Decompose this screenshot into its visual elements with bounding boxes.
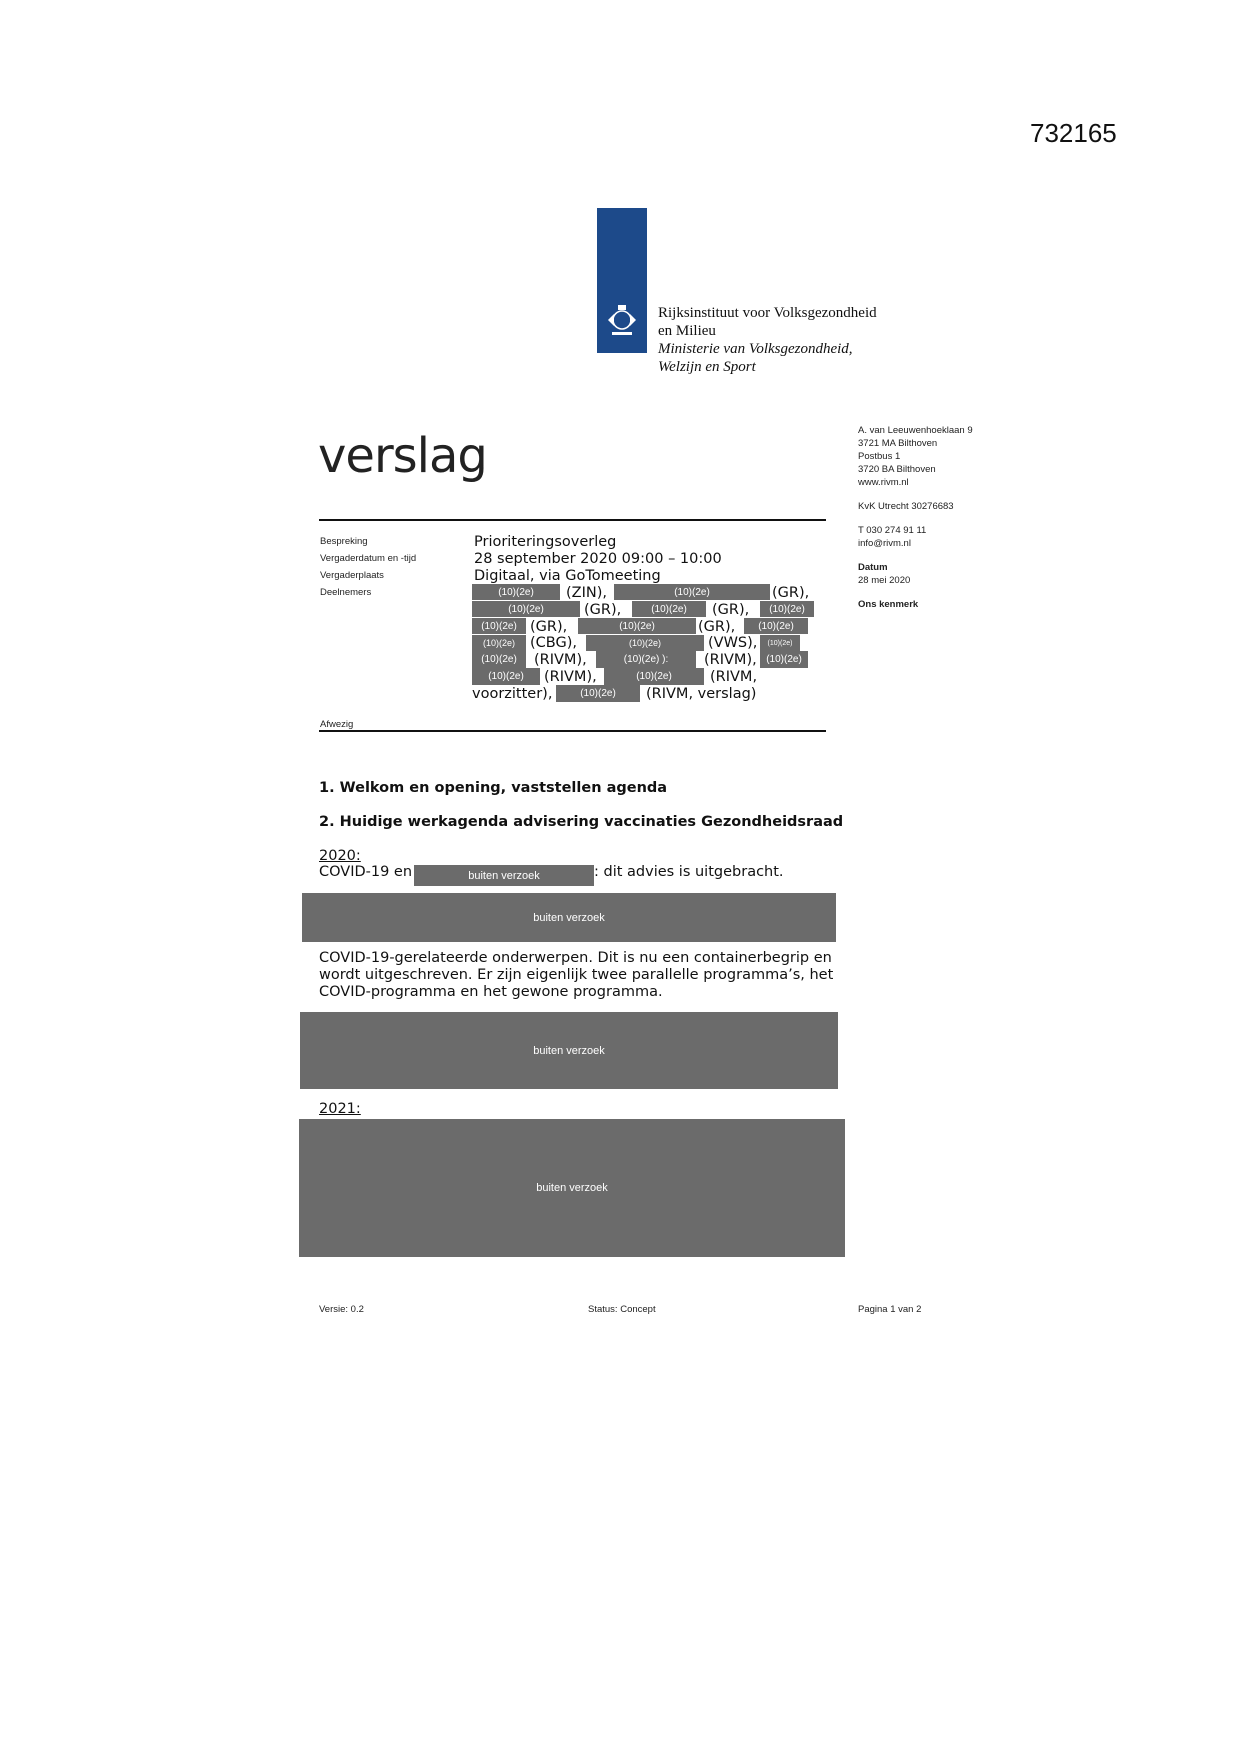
participant-org: (RIVM), — [704, 652, 757, 668]
bespreking-value: Prioriteringsoverleg — [474, 534, 617, 550]
participant-org: (RIVM, verslag) — [646, 686, 757, 702]
datum-label: Datum — [858, 562, 888, 573]
logo-line-3: Ministerie van Volksgezondheid, — [658, 341, 853, 357]
participant-org: (ZIN), — [566, 585, 607, 601]
address-kvk: KvK Utrecht 30276683 — [858, 501, 954, 512]
paragraph-line: COVID-19-gerelateerde onderwerpen. Dit is nu een containerbegrip en — [319, 950, 832, 966]
participant-org: (GR), — [698, 619, 736, 635]
participant-org: (GR), — [772, 585, 810, 601]
paragraph-line: wordt uitgeschreven. Er zijn eigenlijk twee parallelle programma’s, het — [319, 967, 834, 983]
vergaderdatum-value: 28 september 2020 09:00 – 10:00 — [474, 551, 722, 567]
top-divider — [319, 519, 826, 521]
redaction-box: (10)(2e) — [760, 651, 808, 668]
redaction-box: (10)(2e) — [614, 584, 770, 600]
paragraph-line: COVID-programma en het gewone programma. — [319, 984, 663, 1000]
participant-org: (GR), — [530, 619, 568, 635]
participant-org: (VWS), — [708, 635, 758, 651]
redaction-box: (10)(2e) — [472, 601, 580, 617]
participant-org: (CBG), — [530, 635, 577, 651]
datum-value: 28 mei 2020 — [858, 575, 911, 586]
redaction-box: (10)(2e) — [472, 635, 526, 651]
participant-org: (RIVM), — [544, 669, 597, 685]
logo-line-2: en Milieu — [658, 323, 716, 339]
vergaderplaats-label: Vergaderplaats — [320, 570, 384, 581]
redaction-block: buiten verzoek — [300, 1012, 838, 1089]
section-heading-1: 1. Welkom en opening, vaststellen agenda — [319, 780, 668, 796]
kenmerk-label: Ons kenmerk — [858, 599, 919, 610]
page-title: verslag — [318, 428, 487, 484]
address-phone: T 030 274 91 11 — [858, 525, 927, 536]
footer-pagina: Pagina 1 van 2 — [858, 1304, 922, 1315]
redaction-box: (10)(2e) — [472, 651, 526, 668]
address-street: A. van Leeuwenhoeklaan 9 — [858, 425, 973, 436]
redaction-box: (10)(2e) — [760, 601, 814, 617]
redaction-box: (10)(2e) — [472, 668, 540, 685]
redaction-box: (10)(2e) — [604, 668, 704, 685]
footer-status: Status: Concept — [588, 1304, 656, 1315]
redaction-box: (10)(2e) — [472, 584, 560, 600]
logo-line-4: Welzijn en Sport — [658, 359, 756, 375]
section-heading-2: 2. Huidige werkagenda advisering vaccinaties Gezondheidsraad — [319, 814, 844, 830]
participant-role: voorzitter), — [472, 686, 553, 702]
year-2021-heading: 2021: — [319, 1101, 361, 1117]
redaction-box: (10)(2e) — [632, 601, 706, 617]
bespreking-label: Bespreking — [320, 536, 368, 547]
vergaderdatum-label: Vergaderdatum en -tijd — [320, 553, 417, 564]
redaction-box: (10)(2e) — [744, 618, 808, 634]
logo-line-1: Rijksinstituut voor Volksgezondheid — [658, 305, 877, 321]
deelnemers-label: Deelnemers — [320, 587, 372, 598]
bottom-divider — [319, 730, 826, 732]
redaction-block: buiten verzoek — [414, 865, 594, 886]
address-city: 3721 MA Bilthoven — [858, 438, 938, 449]
address-email: info@rivm.nl — [858, 538, 911, 549]
document-number: 732165 — [1030, 118, 1117, 148]
redaction-box: (10)(2e) — [472, 618, 526, 634]
afwezig-label: Afwezig — [320, 719, 354, 730]
address-block — [858, 424, 973, 611]
address-postbus: Postbus 1 — [858, 451, 901, 462]
participant-org: (GR), — [584, 602, 622, 618]
covid-prefix: COVID-19 en — [319, 864, 413, 880]
participant-org: (RIVM), — [534, 652, 587, 668]
redaction-box: (10)(2e) — [556, 685, 640, 702]
redaction-box: (10)(2e) — [578, 618, 696, 634]
participant-org: (RIVM, — [710, 669, 758, 685]
crest-icon — [604, 302, 640, 338]
address-web: www.rivm.nl — [858, 477, 909, 488]
redaction-box: (10)(2e) — [760, 635, 800, 651]
participant-org: (GR), — [712, 602, 750, 618]
footer-versie: Versie: 0.2 — [319, 1304, 364, 1315]
year-2020-heading: 2020: — [319, 848, 361, 864]
redaction-box: (10)(2e) ): — [596, 651, 696, 668]
logo-text — [658, 304, 877, 376]
vergaderplaats-value: Digitaal, via GoTomeeting — [474, 568, 661, 584]
address-postcity: 3720 BA Bilthoven — [858, 464, 936, 475]
redaction-block: buiten verzoek — [299, 1119, 845, 1257]
covid-suffix: : dit advies is uitgebracht. — [594, 864, 784, 880]
redaction-box: (10)(2e) — [586, 635, 704, 651]
redaction-block: buiten verzoek — [302, 893, 836, 942]
